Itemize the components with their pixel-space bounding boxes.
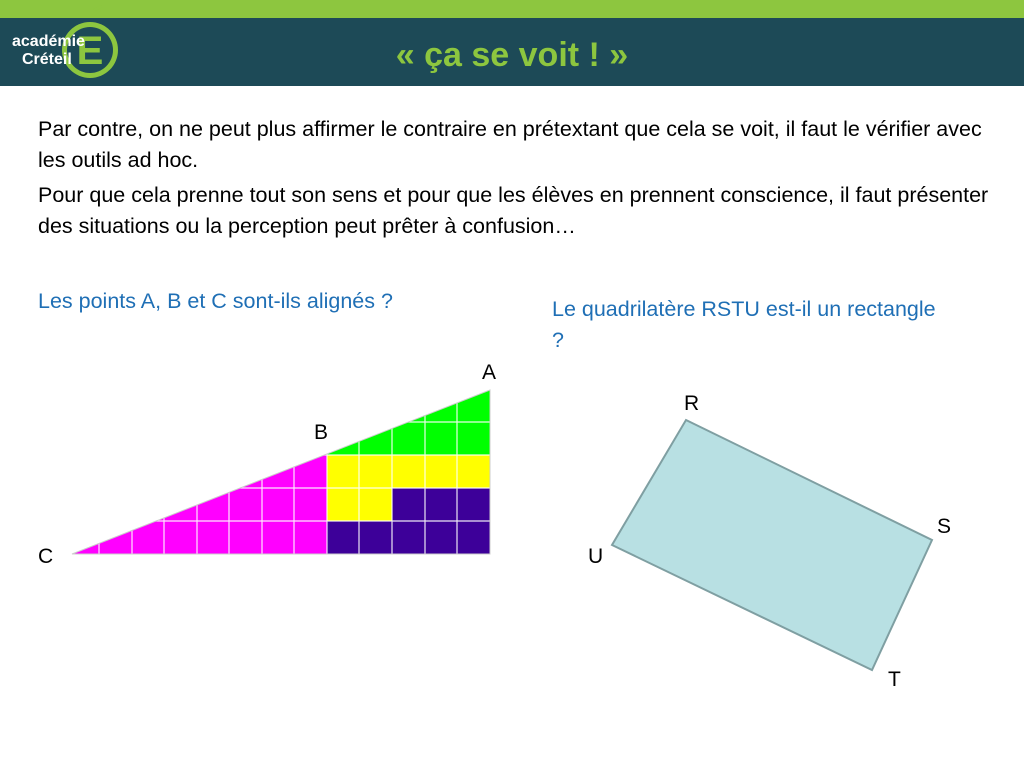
label-point-U: U (588, 545, 604, 568)
label-point-A: A (482, 361, 497, 384)
label-point-T: T (888, 668, 901, 691)
logo-letter: E (76, 29, 104, 73)
label-point-C: C (38, 545, 54, 568)
label-point-B: B (314, 421, 329, 444)
magenta-region (72, 455, 327, 555)
top-accent-stripe (0, 0, 1024, 18)
yellow-region-top (327, 455, 490, 488)
quadrilateral-figure (580, 385, 960, 695)
question-alignment: Les points A, B et C sont-ils alignés ? (38, 289, 393, 313)
logo-text-creteil: Créteil (22, 51, 72, 68)
purple-region-bottom (327, 521, 490, 554)
slide-title: « ça se voit ! » (395, 36, 629, 74)
paragraph-2: Pour que cela prenne tout son sens et pour que les élèves en prennent conscience, il faut présenter des situations ou la perception peut prêter à confusion… (38, 183, 989, 238)
logo-text-academie: académie (12, 33, 85, 50)
triangle-figure (30, 350, 510, 580)
label-point-S: S (937, 515, 952, 538)
paragraph-1: Par contre, on ne peut plus affirmer le contraire en prétextant que cela se voit, il faut le vérifier avec les outils ad hoc. (38, 117, 982, 172)
label-point-R: R (684, 392, 700, 415)
quadrilateral-RSTU (612, 420, 932, 670)
question-rectangle: Le quadrilatère RSTU est-il un rectangle ? (552, 297, 936, 352)
purple-region-top (392, 488, 490, 521)
